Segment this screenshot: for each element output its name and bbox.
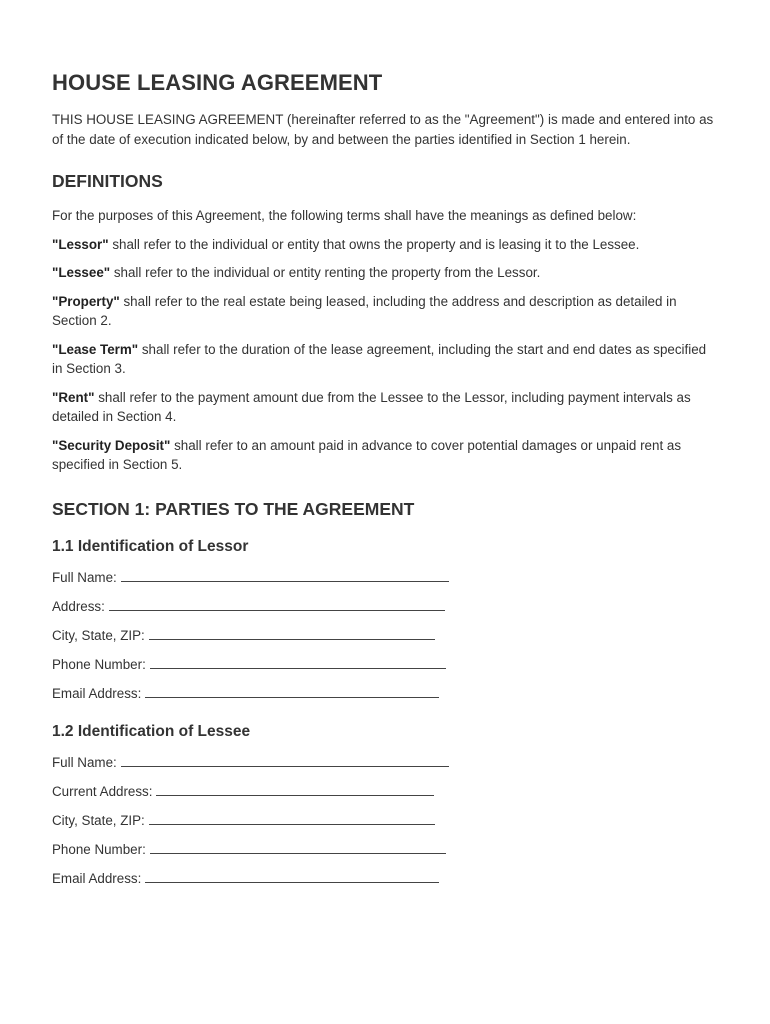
lessor-email-blank[interactable] xyxy=(145,685,439,698)
lessor-address-field xyxy=(52,597,718,617)
lessee-current-address-blank[interactable] xyxy=(156,783,434,796)
lessee-email-blank[interactable] xyxy=(145,870,439,883)
definition-text: shall refer to an amount paid in advance to cover potential damages or unpaid rent as specified in Section 5. xyxy=(52,437,682,472)
definitions-heading: DEFINITIONS xyxy=(52,171,163,191)
lessee-city-state-zip-field xyxy=(52,811,718,831)
lessor-full-name-field xyxy=(52,568,718,588)
document-intro: THIS HOUSE LEASING AGREEMENT (hereinafter referred to as the "Agreement") is made and entered into as of the date of execution indicated below, by and between the parties identified in Section 1 herein. xyxy=(52,112,714,147)
field-label: Phone Number: xyxy=(52,842,146,857)
lessee-full-name-blank[interactable] xyxy=(121,754,449,767)
lessee-phone-blank[interactable] xyxy=(150,841,446,854)
definition-text: shall refer to the duration of the lease agreement, including the start and end dates as specified in Section 3. xyxy=(52,341,707,376)
field-label: Email Address: xyxy=(52,871,142,886)
definitions-section xyxy=(52,171,718,475)
lessee-full-name-field xyxy=(52,753,718,773)
field-label: Email Address: xyxy=(52,685,142,701)
lessor-phone-field xyxy=(52,655,718,675)
field-label: Current Address: xyxy=(52,784,153,799)
definition-text: shall refer to the individual or entity that owns the property and is leasing it to the Lessee. xyxy=(108,236,640,252)
definition-item xyxy=(52,235,718,255)
lessee-email-field xyxy=(52,869,718,889)
lessor-city-state-zip-blank[interactable] xyxy=(149,627,435,640)
definition-item xyxy=(52,436,718,475)
lessor-phone-blank[interactable] xyxy=(150,656,446,669)
lessee-identification xyxy=(52,723,718,889)
definition-text: shall refer to the real estate being leased, including the address and description as detailed in Section 2. xyxy=(52,293,677,328)
definition-item xyxy=(52,388,718,427)
section1-heading: SECTION 1: PARTIES TO THE AGREEMENT xyxy=(52,498,415,519)
lessor-address-blank[interactable] xyxy=(109,598,445,611)
lessor-identification xyxy=(52,538,718,704)
lessee-heading: 1.2 Identification of Lessee xyxy=(52,723,251,740)
definition-term: "Lessee" xyxy=(52,265,111,280)
definition-term: "Property" xyxy=(52,293,120,309)
definition-term: "Lease Term" xyxy=(52,341,139,357)
field-label: Phone Number: xyxy=(52,656,146,672)
definitions-intro: For the purposes of this Agreement, the following terms shall have the meanings as defined below: xyxy=(52,208,637,223)
lessor-heading: 1.1 Identification of Lessor xyxy=(52,537,249,555)
definition-item xyxy=(52,340,718,379)
definition-item xyxy=(52,292,718,331)
field-label: Full Name: xyxy=(52,755,117,770)
field-label: Address: xyxy=(52,598,105,614)
definition-item xyxy=(52,263,718,283)
lessor-full-name-blank[interactable] xyxy=(121,569,449,582)
definition-term: "Lessor" xyxy=(52,236,109,252)
field-label: Full Name: xyxy=(52,569,117,585)
definition-term: "Rent" xyxy=(52,389,95,405)
definition-term: "Security Deposit" xyxy=(52,437,171,453)
lessor-email-field xyxy=(52,684,718,704)
definition-text: shall refer to the individual or entity renting the property from the Lessor. xyxy=(110,265,541,280)
lessee-current-address-field xyxy=(52,782,718,802)
lessor-city-state-zip-field xyxy=(52,626,718,646)
document-title: HOUSE LEASING AGREEMENT xyxy=(52,70,383,95)
lessee-phone-field xyxy=(52,840,718,860)
field-label: City, State, ZIP: xyxy=(52,813,145,828)
definition-text: shall refer to the payment amount due from the Lessee to the Lessor, including payment intervals as detailed in Section 4. xyxy=(52,389,691,424)
field-label: City, State, ZIP: xyxy=(52,627,145,643)
lessee-city-state-zip-blank[interactable] xyxy=(149,812,435,825)
